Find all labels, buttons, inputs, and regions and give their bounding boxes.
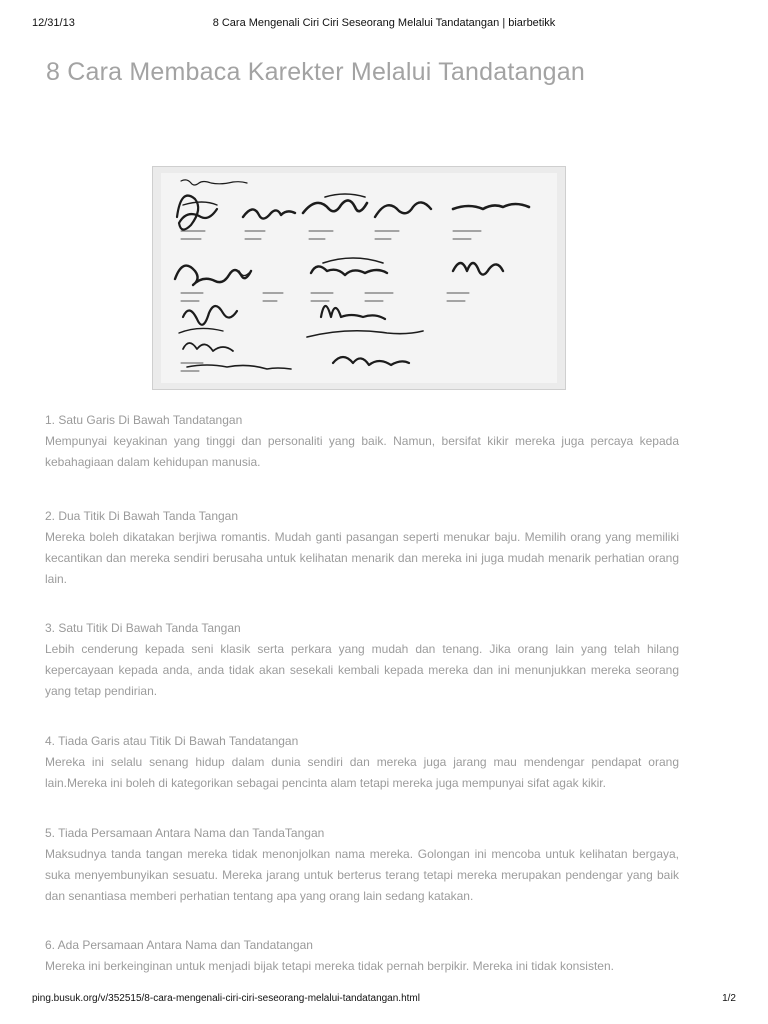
section-body: Mereka boleh dikatakan berjiwa romantis. Mudah ganti pasangan seperti menukar baju. Memilih orang yang memiliki kecantikan dan mereka sendiri berusaha untuk kelihatan menarik dan mereka ini juga mudah menarik perhatian orang lain. bbox=[45, 530, 679, 586]
section-6 bbox=[45, 935, 679, 977]
section-4 bbox=[45, 731, 679, 794]
section-title: 3. Satu Titik Di Bawah Tanda Tangan bbox=[45, 621, 241, 635]
section-1 bbox=[45, 410, 679, 473]
section-body: Lebih cenderung kepada seni klasik serta perkara yang mudah dan tenang. Jika orang lain yang telah hilang kepercayaan kepada anda, anda tidak akan sesekali kembali kepada mereka dan ini menunjukkan mereka seorang yang tetap pendirian. bbox=[45, 642, 679, 698]
signatures-image bbox=[152, 166, 566, 390]
section-2 bbox=[45, 506, 679, 590]
section-title: 6. Ada Persamaan Antara Nama dan Tandatangan bbox=[45, 938, 313, 952]
section-body: Mereka ini selalu senang hidup dalam dunia sendiri dan mereka juga jarang mau mendengar pendapat orang lain.Mereka ini boleh di kategorikan sebagai pencinta alam tetapi mereka juga mempunyai sifat agak kikir. bbox=[45, 755, 679, 790]
section-3 bbox=[45, 618, 679, 702]
section-title: 2. Dua Titik Di Bawah Tanda Tangan bbox=[45, 509, 239, 523]
section-body: Maksudnya tanda tangan mereka tidak menonjolkan nama mereka. Golongan ini mencoba untuk kelihatan bergaya, suka menyembunyikan sesuatu. Mereka jarang untuk berterus terang tetapi mereka merupakan pendengar yang baik dan senantiasa memberi perhatian tentang apa yang orang lain sedang katakan. bbox=[45, 847, 679, 903]
section-body: Mereka ini berkeinginan untuk menjadi bijak tetapi mereka tidak pernah berpikir. Mereka ini tidak konsisten. bbox=[45, 959, 614, 973]
section-title: 1. Satu Garis Di Bawah Tandatangan bbox=[45, 413, 243, 427]
section-5 bbox=[45, 823, 679, 907]
section-title: 4. Tiada Garis atau Titik Di Bawah Tandatangan bbox=[45, 734, 299, 748]
print-date: 12/31/13 bbox=[32, 17, 75, 29]
signatures-scan bbox=[153, 167, 565, 389]
print-header-title: 8 Cara Mengenali Ciri Ciri Seseorang Melalui Tandatangan | biarbetikk bbox=[212, 17, 556, 29]
section-body: Mempunyai keyakinan yang tinggi dan personaliti yang baik. Namun, bersifat kikir mereka juga percaya kepada kebahagiaan dalam kehidupan manusia. bbox=[45, 434, 679, 469]
page-number: 1/2 bbox=[722, 993, 736, 1004]
print-footer-url: ping.busuk.org/v/352515/8-cara-mengenali-ciri-ciri-seseorang-melalui-tandatangan.html bbox=[32, 993, 420, 1004]
article-title: 8 Cara Membaca Karekter Melalui Tandatangan bbox=[46, 58, 585, 86]
section-title: 5. Tiada Persamaan Antara Nama dan TandaTangan bbox=[45, 826, 325, 840]
